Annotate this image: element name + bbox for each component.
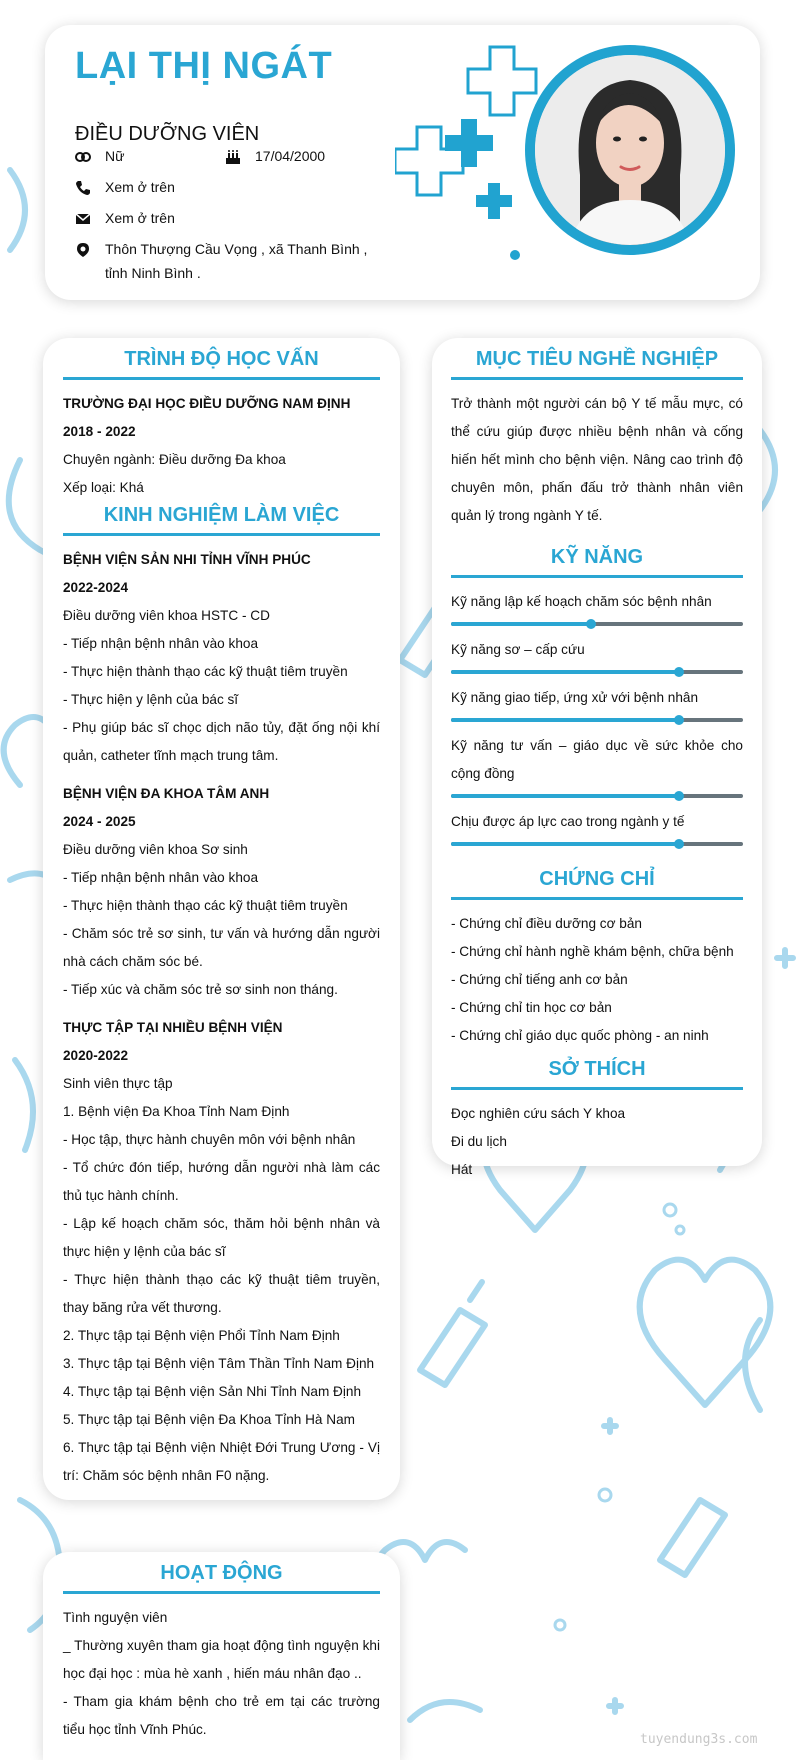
job-years: 2022-2024 — [63, 580, 129, 595]
candidate-name: LẠI THỊ NGÁT — [75, 45, 333, 87]
skill-handle — [674, 667, 684, 677]
job-line: - Thực hiện thành thạo các kỹ thuật tiêm truyền — [63, 664, 348, 679]
job-line: - Lập kế hoạch chăm sóc, thăm hỏi bệnh nhân và thực hiện y lệnh của bác sĩ — [63, 1216, 380, 1259]
envelope-icon — [75, 211, 91, 227]
education-rank: Xếp loại: Khá — [63, 480, 144, 495]
watermark: tuyendung3s.com — [640, 1732, 758, 1747]
skill-bar — [451, 622, 743, 626]
gender-value: Nữ — [105, 148, 125, 164]
skill-label: Kỹ năng sơ – cấp cứu — [451, 642, 585, 657]
experience-job-1 — [63, 546, 380, 770]
certificates-title: CHỨNG CHỈ — [451, 868, 743, 900]
job-company: THỰC TẬP TẠI NHIỀU BỆNH VIỆN — [63, 1020, 283, 1035]
job-years: 2020-2022 — [63, 1048, 129, 1063]
job-line: 3. Thực tập tại Bệnh viện Tâm Thần Tỉnh Nam Định — [63, 1356, 375, 1371]
activity-line: Tình nguyện viên — [63, 1610, 168, 1625]
skill-handle — [674, 715, 684, 725]
certificate-item: - Chứng chỉ tiếng anh cơ bản — [451, 972, 628, 987]
education-years: 2018 - 2022 — [63, 424, 136, 439]
job-line: 2. Thực tập tại Bệnh viện Phổi Tỉnh Nam Định — [63, 1328, 340, 1343]
job-line: - Tiếp xúc và chăm sóc trẻ sơ sinh non tháng. — [63, 982, 338, 997]
skill-label: Kỹ năng giao tiếp, ứng xử với bệnh nhân — [451, 690, 699, 705]
address-value: Thôn Thượng Cầu Vọng , xã Thanh Bình , tỉnh Ninh Bình . — [105, 241, 368, 281]
job-line: - Học tập, thực hành chuyên môn với bệnh nhân — [63, 1132, 356, 1147]
job-line: 6. Thực tập tại Bệnh viện Nhiệt Đới Trung Ương - Vị trí: Chăm sóc bệnh nhân F0 nặng. — [63, 1440, 380, 1483]
hobby-item: Đọc nghiên cứu sách Y khoa — [451, 1106, 626, 1121]
skill-bar — [451, 670, 743, 674]
profile-photo-frame — [525, 45, 735, 255]
job-line: Điều dưỡng viên khoa Sơ sinh — [63, 842, 248, 857]
skill-label: Chịu được áp lực cao trong ngành y tế — [451, 814, 685, 829]
skill-fill — [451, 842, 679, 846]
job-line: - Thực hiện thành thạo các kỹ thuật tiêm truyền — [63, 898, 348, 913]
birthday-row — [225, 148, 385, 168]
skill-bar — [451, 718, 743, 722]
activity-line: - Tham gia khám bệnh cho trẻ em tại các trường tiểu học tỉnh Vĩnh Phúc. — [63, 1694, 380, 1737]
skill-label: Kỹ năng tư vấn – giáo dục về sức khỏe cho cộng đồng — [451, 738, 743, 781]
job-company: BỆNH VIỆN SẢN NHI TỈNH VĨNH PHÚC — [63, 552, 311, 567]
education-school: TRƯỜNG ĐẠI HỌC ĐIỀU DƯỠNG NAM ĐỊNH — [63, 396, 351, 411]
left-column-card — [43, 338, 400, 1500]
job-line: - Tổ chức đón tiếp, hướng dẫn người nhà làm các thủ tục hành chính. — [63, 1160, 380, 1203]
skill-handle — [674, 791, 684, 801]
experience-job-2 — [63, 780, 380, 1004]
job-line: - Thực hiện thành thạo các kỹ thuật tiêm truyền, thay băng rửa vết thương. — [63, 1272, 380, 1315]
address-row — [75, 241, 385, 285]
job-line: - Thực hiện y lệnh của bác sĩ — [63, 692, 239, 707]
job-line: - Phụ giúp bác sĩ chọc dịch não tủy, đặt ống nội khí quản, catheter tĩnh mạch trung tâm. — [63, 720, 380, 763]
objective-title: MỤC TIÊU NGHỀ NGHIỆP — [451, 348, 743, 380]
birthday-cake-icon — [225, 149, 241, 165]
gender-icon — [75, 149, 91, 165]
experience-title: KINH NGHIỆM LÀM VIỆC — [63, 504, 380, 536]
portrait-placeholder — [535, 55, 725, 245]
skill-item — [451, 684, 743, 722]
phone-row — [75, 179, 375, 199]
job-line: - Tiếp nhận bệnh nhân vào khoa — [63, 636, 258, 651]
job-years: 2024 - 2025 — [63, 814, 136, 829]
job-line: - Tiếp nhận bệnh nhân vào khoa — [63, 870, 258, 885]
email-value: Xem ở trên — [105, 210, 175, 226]
phone-value: Xem ở trên — [105, 179, 175, 195]
decor-dot — [510, 250, 520, 260]
education-major: Chuyên ngành: Điều dưỡng Đa khoa — [63, 452, 286, 467]
email-row — [75, 210, 375, 230]
skill-fill — [451, 670, 679, 674]
profile-photo — [535, 55, 725, 245]
skill-item — [451, 588, 743, 626]
job-title: ĐIỀU DƯỠNG VIÊN — [75, 123, 260, 145]
medical-cross-decoration — [395, 43, 545, 233]
certificate-item: - Chứng chỉ điều dưỡng cơ bản — [451, 916, 642, 931]
objective-text: Trở thành một người cán bộ Y tế mẫu mực, có thể cứu giúp được nhiều bệnh nhân và cống hiến hết mình cho bệnh viện. Nâng cao trình độ chuyên môn, phấn đấu trở thành nhân viên quản lý trong ngành Y tế. — [451, 396, 743, 523]
skill-fill — [451, 794, 679, 798]
activities-card — [43, 1552, 400, 1760]
phone-icon — [75, 180, 91, 196]
job-line: Sinh viên thực tập — [63, 1076, 173, 1091]
hobby-item: Đi du lịch — [451, 1134, 507, 1149]
skill-bar — [451, 842, 743, 846]
job-line: Điều dưỡng viên khoa HSTC - CD — [63, 608, 270, 623]
hobby-item: Hát — [451, 1162, 473, 1177]
right-column-card — [432, 338, 762, 1177]
job-line: 4. Thực tập tại Bệnh viện Sản Nhi Tỉnh Nam Định — [63, 1384, 362, 1399]
experience-job-3 — [63, 1014, 380, 1490]
skills-list — [451, 588, 743, 846]
birthday-value: 17/04/2000 — [255, 148, 326, 164]
skill-handle — [674, 839, 684, 849]
job-line: - Chăm sóc trẻ sơ sinh, tư vấn và hướng dẫn người nhà cách chăm sóc bé. — [63, 926, 380, 969]
skill-item — [451, 808, 743, 846]
skill-handle — [586, 619, 596, 629]
certificate-item: - Chứng chỉ tin học cơ bản — [451, 1000, 612, 1015]
skill-bar — [451, 794, 743, 798]
certificate-item: - Chứng chỉ hành nghề khám bệnh, chữa bệnh — [451, 944, 734, 959]
activity-line: _ Thường xuyên tham gia hoạt động tình nguyện khi học đại học : mùa hè xanh , hiến máu nhân đạo .. — [63, 1638, 380, 1681]
skill-item — [451, 636, 743, 674]
education-title: TRÌNH ĐỘ HỌC VẤN — [63, 348, 380, 380]
skill-fill — [451, 622, 591, 626]
location-pin-icon — [75, 242, 91, 258]
header-card — [45, 25, 760, 300]
skill-item — [451, 732, 743, 798]
job-company: BỆNH VIỆN ĐA KHOA TÂM ANH — [63, 786, 270, 801]
certificate-item: - Chứng chỉ giáo dục quốc phòng - an ninh — [451, 1028, 709, 1043]
activities-title: HOẠT ĐỘNG — [63, 1562, 380, 1594]
job-line: 5. Thực tập tại Bệnh viện Đa Khoa Tỉnh Hà Nam — [63, 1412, 355, 1427]
hobbies-title: SỞ THÍCH — [451, 1058, 743, 1090]
skill-fill — [451, 718, 679, 722]
gender-row — [75, 148, 245, 168]
skills-title: KỸ NĂNG — [451, 546, 743, 578]
skill-label: Kỹ năng lập kế hoạch chăm sóc bệnh nhân — [451, 594, 712, 609]
job-line: 1. Bệnh viện Đa Khoa Tỉnh Nam Định — [63, 1104, 290, 1119]
